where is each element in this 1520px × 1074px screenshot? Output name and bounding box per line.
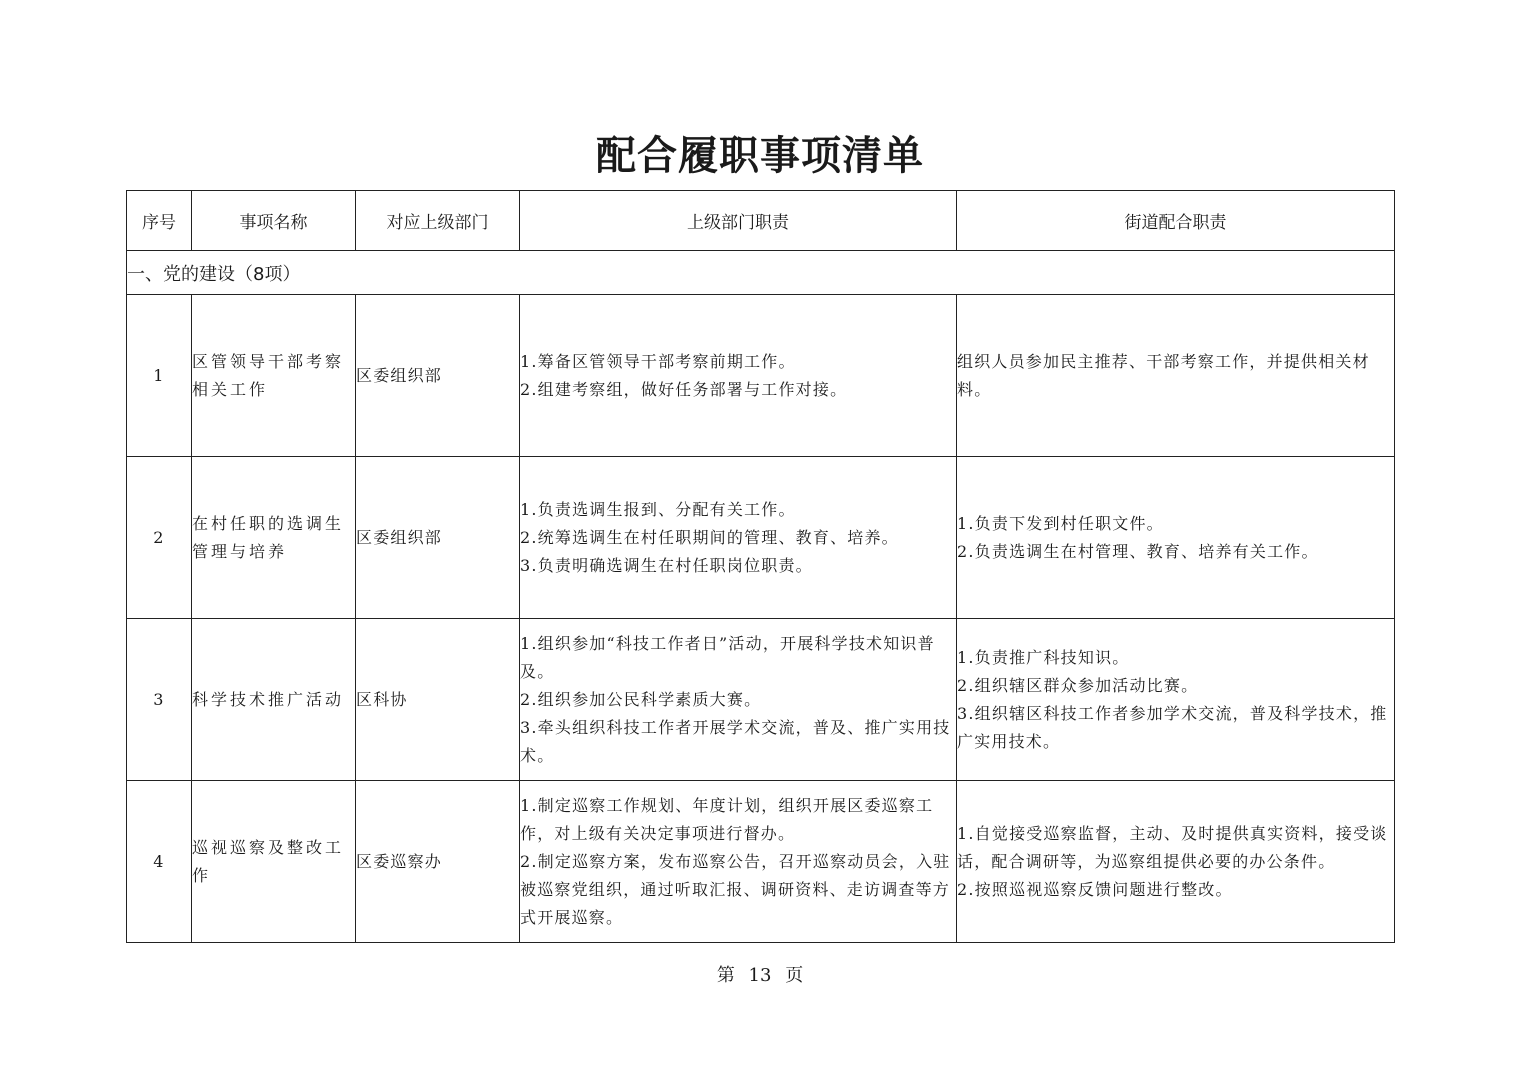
street-duty [957, 781, 1395, 943]
street-duty [957, 619, 1395, 781]
duty-line: 3.负责明确选调生在村任职岗位职责。 [520, 555, 813, 575]
table-row [127, 295, 1395, 457]
street-line: 1.负责推广科技知识。 [957, 647, 1130, 667]
duty-line: 1.组织参加“科技工作者日”活动，开展科学技术知识普及。 [520, 633, 935, 681]
street-line: 组织人员参加民主推荐、干部考察工作，并提供相关材料。 [957, 351, 1370, 399]
page-prefix: 第 [716, 965, 735, 986]
duty-line: 2.统筹选调生在村任职期间的管理、教育、培养。 [520, 527, 899, 547]
header-no: 序号 [127, 191, 192, 251]
duty-line: 2.制定巡察方案，发布巡察公告，召开巡察动员会，入驻被巡察党组织，通过听取汇报、调研资料、走访调查等方式开展巡察。 [520, 851, 951, 927]
department-duty [520, 619, 957, 781]
item-name: 区管领导干部考察相关工作 [192, 295, 356, 457]
department-duty [520, 781, 957, 943]
item-name: 巡视巡察及整改工作 [192, 781, 356, 943]
street-line: 2.负责选调生在村管理、教育、培养有关工作。 [957, 541, 1319, 561]
department: 区委巡察办 [356, 781, 520, 943]
street-line: 2.按照巡视巡察反馈问题进行整改。 [957, 879, 1233, 899]
department: 区委组织部 [356, 295, 520, 457]
page-number: 13 [748, 965, 772, 986]
street-duty [957, 457, 1395, 619]
table-row [127, 781, 1395, 943]
header-department: 对应上级部门 [356, 191, 520, 251]
row-number: 1 [127, 295, 192, 457]
header-row [127, 191, 1395, 251]
item-name: 在村任职的选调生管理与培养 [192, 457, 356, 619]
duty-line: 1.筹备区管领导干部考察前期工作。 [520, 351, 796, 371]
header-street-duty: 街道配合职责 [957, 191, 1395, 251]
duty-line: 2.组织参加公民科学素质大赛。 [520, 689, 762, 709]
department: 区委组织部 [356, 457, 520, 619]
duty-table [126, 190, 1395, 943]
row-number: 2 [127, 457, 192, 619]
table-row [127, 619, 1395, 781]
duty-line: 1.制定巡察工作规划、年度计划，组织开展区委巡察工作，对上级有关决定事项进行督办。 [520, 795, 934, 843]
header-department-duty: 上级部门职责 [520, 191, 957, 251]
street-line: 3.组织辖区科技工作者参加学术交流，普及科学技术，推广实用技术。 [957, 703, 1388, 751]
section-title: 一、党的建设（8项） [127, 251, 1395, 295]
duty-line: 1.负责选调生报到、分配有关工作。 [520, 499, 796, 519]
table-row [127, 457, 1395, 619]
header-item-name: 事项名称 [192, 191, 356, 251]
duty-line: 3.牵头组织科技工作者开展学术交流，普及、推广实用技术。 [520, 717, 951, 765]
department: 区科协 [356, 619, 520, 781]
row-number: 4 [127, 781, 192, 943]
page-footer [0, 962, 1520, 990]
street-duty [957, 295, 1395, 457]
department-duty [520, 295, 957, 457]
section-row [127, 251, 1395, 295]
street-line: 1.负责下发到村任职文件。 [957, 513, 1164, 533]
duty-line: 2.组建考察组，做好任务部署与工作对接。 [520, 379, 848, 399]
department-duty [520, 457, 957, 619]
page-suffix: 页 [785, 965, 804, 986]
document-title: 配合履职事项清单 [596, 132, 924, 179]
street-line: 2.组织辖区群众参加活动比赛。 [957, 675, 1199, 695]
street-line: 1.自觉接受巡察监督，主动、及时提供真实资料，接受谈话，配合调研等，为巡察组提供必要的办公条件。 [957, 823, 1388, 871]
item-name: 科学技术推广活动 [192, 619, 356, 781]
row-number: 3 [127, 619, 192, 781]
